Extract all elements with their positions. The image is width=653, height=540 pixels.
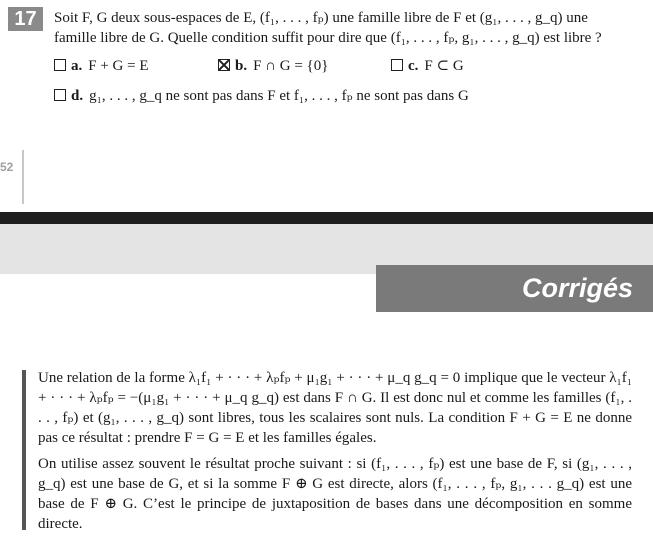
checkbox-d[interactable] — [54, 89, 66, 101]
answer-paragraph-1: Une relation de la forme λ₁f₁ + · · · + λₚfₚ + μ₁g₁ + · · · + μ_q g_q = 0 implique que le vecteur λ₁f₁ + · · · + λₚfₚ = −(μ₁g₁ + · · · + μ_q g_q) est dans F ∩ G. Il est donc nul et comme les familles (f₁, . . . , fₚ) et (g₁, . . . , g_q) sont libres, tous les scalaires sont nuls. La condition F + G = E ne donne pas ce résultat : prendre F = G = E et les familles égales. — [38, 370, 632, 446]
page-number: 52 — [0, 160, 14, 174]
checkbox-c[interactable] — [391, 59, 403, 71]
option-d-text: g₁, . . . , g_q ne sont pas dans F et f₁, . . . , fₚ ne sont pas dans G — [89, 88, 469, 104]
option-b-letter: b. — [235, 58, 248, 74]
section-divider-dark — [0, 212, 653, 224]
option-a-text: F + G = E — [88, 58, 149, 74]
page-margin-bar — [22, 150, 24, 204]
checkbox-b-checked[interactable] — [218, 59, 230, 71]
question-number: 17 — [8, 7, 43, 31]
option-b[interactable] — [218, 56, 328, 76]
option-d[interactable] — [54, 86, 469, 106]
option-c-text: F ⊂ G — [424, 58, 464, 74]
option-a[interactable] — [54, 56, 149, 76]
answer-left-bar — [22, 370, 26, 530]
option-c[interactable] — [391, 56, 464, 76]
answer-paragraph-2: On utilise assez souvent le résultat proche suivant : si (f₁, . . . , fₚ) est une base de F, si (g₁, . . . , g_q) est une base de G, et si la somme F ⊕ G est directe, alors (f₁, . . . , fₚ, g₁, . . . g_q) est une base de F ⊕ G. C’est le principe de juxtaposition de bases dans une décomposition en somme directe. — [38, 456, 632, 532]
option-a-letter: a. — [71, 58, 83, 74]
checkbox-a[interactable] — [54, 59, 66, 71]
question-text — [54, 8, 642, 48]
section-title: Corrigés — [376, 265, 653, 312]
question-text-line2: famille libre de G. Quelle condition suffit pour dire que (f₁, . . . , fₚ, g₁, . . . , g_q) est libre ? — [54, 30, 602, 46]
option-c-letter: c. — [408, 58, 419, 74]
question-text-line1: Soit F, G deux sous-espaces de E, (f₁, . . . , fₚ) une famille libre de F et (g₁, . . . , g_q) une — [54, 10, 588, 26]
option-d-letter: d. — [71, 88, 84, 104]
option-b-text: F ∩ G = {0} — [253, 58, 329, 74]
